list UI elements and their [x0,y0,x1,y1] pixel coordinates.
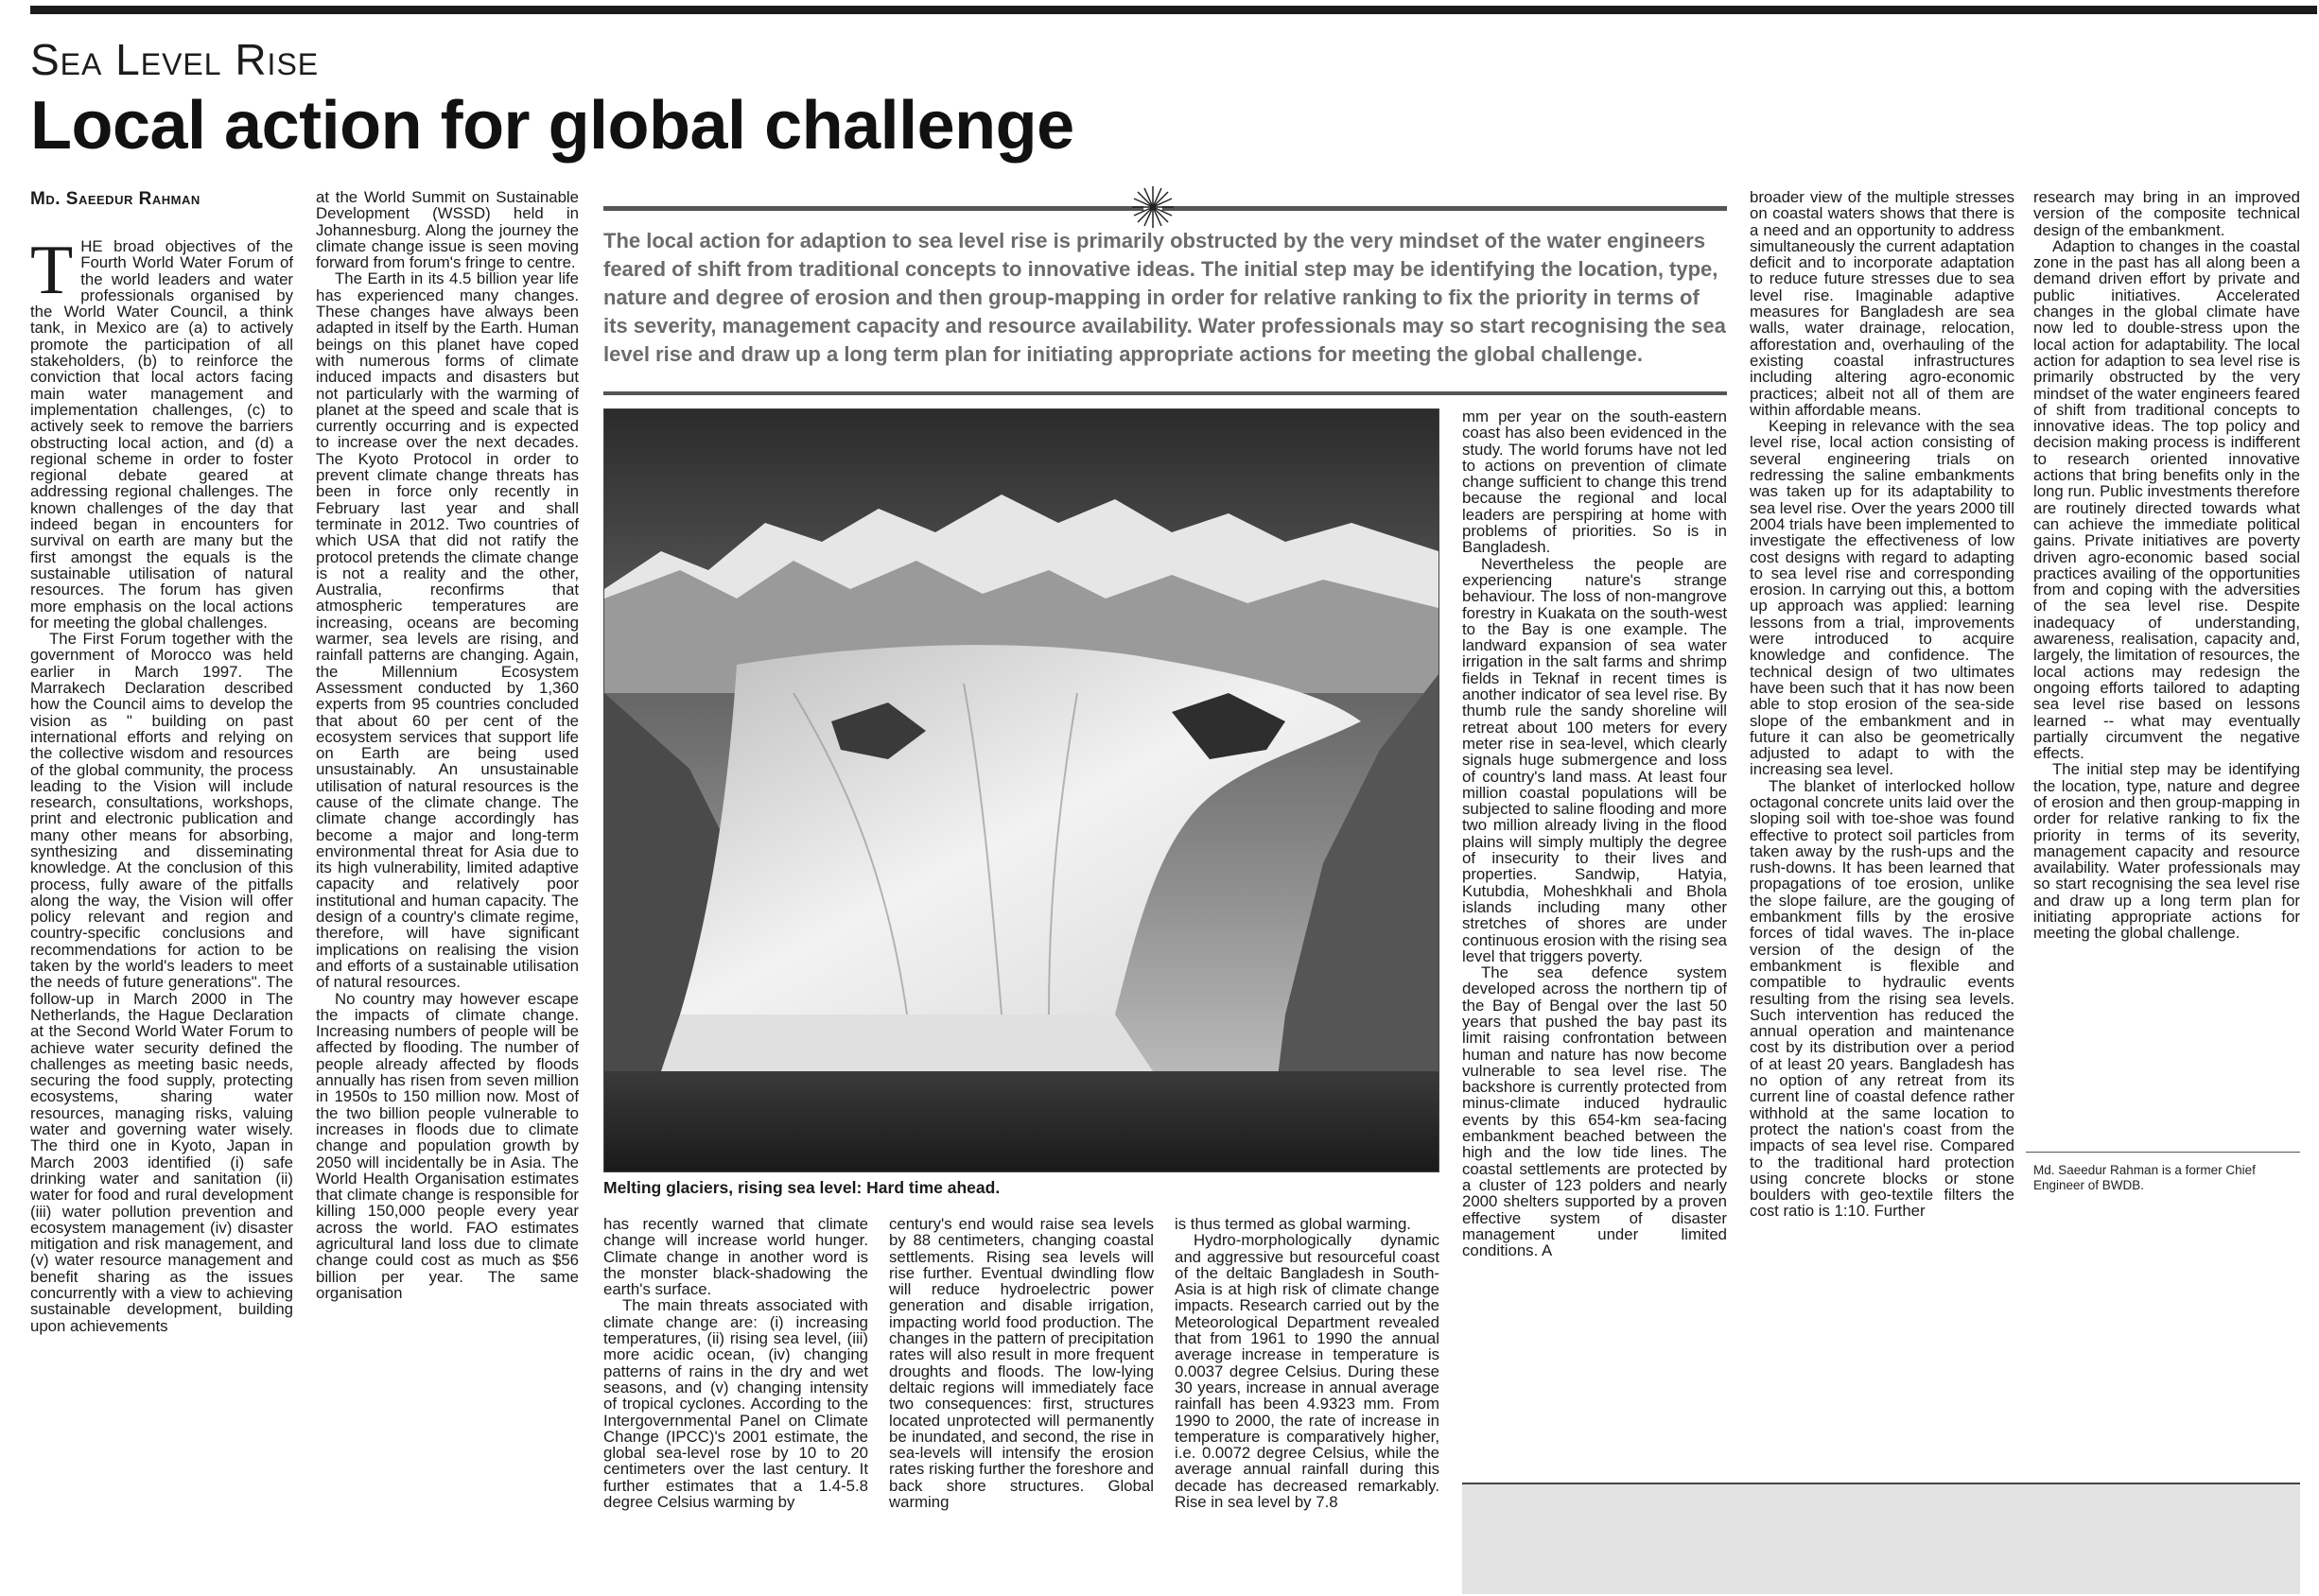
paragraph: research may bring in an improved version of the composite technical design of the embankment. [2033,189,2300,239]
author-bio: Md. Saeedur Rahman is a former Chief Engineer of BWDB. [2033,1163,2256,1192]
bottom-panel [1462,1483,2300,1594]
paragraph: Nevertheless the people are experiencing nature's strange behaviour. The loss of non-mangrove forestry in Kuakata on the south-west to the Bay is one example. The landward expansion of sea water irrigation in the salt farms and shrimp fields in Teknaf in recent times is another indicator of sea level rise. By thumb rule the sandy shoreline will retreat about 100 meters for every meter rise in sea-level, which clearly signals huge submergence and loss of country's land mass. At least four million coastal populations will be subjected to saline flooding and more two million already living in the flood plains will simply multiply the degree of insecurity to their lives and properties. Sandwip, Hatyia, Kutubdia, Moheshkhali and Bhola islands including many other stretches of shores are under continuous erosion with the rising sea level that triggers poverty. [1462,554,1727,965]
pullquote-bottom-rule [603,391,1727,395]
drop-cap: T [30,238,74,309]
paragraph: The First Forum together with the government of Morocco was held earlier in March 1997. The Marrakech Declaration described how the Council aims to develop the vision as " building on past international efforts and relying on the collective wisdom and resources of the global community, the process leading to the Vision will include research, consultations, workshops, print and electronic publication and many other means for absorbing, synthesizing and disseminating knowledge. At the conclusion of this process, fully aware of the pitfalls along the way, the Vision will offer policy relevant and region and country-specific conclusions and recommendations for action to be taken by the world's leaders to meet the needs of future generations". The follow-up in March 2000 in The Netherlands, the Hague Declaration at the Second World Water Forum to achieve water security defined the challenges as meeting basic needs, securing the food supply, protecting ecosystems, sharing water resources, managing risks, valuing water and governing water wisely. The third one in Kyoto, Japan in March 2003 identified (i) safe drinking water and sanitation (ii) water for food and rural development (iii) water pollution prevention and ecosystem management (iv) disaster mitigation and risk management, and (v) water resource management and benefit sharing as the issues concurrently with a view to achieving sustainable development, building upon achievements [30,630,293,1335]
paragraph: No country may however escape the impacts of climate change. Increasing numbers of people will be affected by flooding. The number of people already affected by floods annually has risen from seven million in 1950s to 150 million now. Most of the two billion people vulnerable to increases in floods due to climate change and population growth by 2050 will incidentally be in Asia. The World Health Organisation estimates that climate change is responsible for killing 150,000 people every year across the world. FAO estimates agricultural land loss due to climate change could cost as much as $56 billion per year. The same organisation [316,989,579,1302]
photo-caption: Melting glaciers, rising sea level: Hard time ahead. [603,1178,1001,1197]
paragraph: at the World Summit on Sustainable Development (WSSD) held in Johannesburg. Along the journey the climate change issue is seen moving forward from forum's fringe to centre. [316,189,579,272]
paragraph: mm per year on the south-eastern coast has also been evidenced in the study. The world forums have not led to actions on prevention of climate change sufficient to change this trend because the regional and local leaders are perspiring at home with problems of priorities. So is in Bangladesh. [1462,408,1727,557]
paragraph: has recently warned that climate change will increase world hunger. Climate change in another word is the monster black-shadowing the earth's surface. [603,1216,868,1299]
column-6 [1462,408,1727,1458]
paragraph: The blanket of interlocked hollow octagonal concrete units laid over the sloping soil with toe-shoe was found effective to protect soil particles from taken away by the rush-ups and the rush-downs. It has been learned that propagations of toe erosion, unlike the slope failure, are the gouging of embankment fills by the erosive forces of tidal waves. The in-place version of the design of the embankment is flexible and compatible to hydraulic events resulting from the rising sea levels. Such intervention has reduced the annual operation and maintenance cost by its distribution over a period of at least 20 years. Bangladesh has no option of any retreat from its current line of coastal defence rather withhold at the same location to protect the nation's coast from the impacts of sea level rise. Compared to the traditional hard protection using concrete blocks or stone boulders with geo-textile filters the cost ratio is 1:10. Further [1750,776,2014,1221]
byline: Md. Saeedur Rahman [30,189,201,209]
column-2 [316,189,579,1590]
glacier-photo [603,408,1439,1172]
paragraph: Adaption to changes in the coastal zone in the past has all along been a demand driven effort by private and public initiatives. Accelerated changes in the global climate have now led to double-stress upon the local action for adaptability. The local action for adaption to sea level rise is primarily obstructed by the very mindset of the water engineers feared of shift from traditional concepts to innovative ideas. The top policy and decision making process is indifferent to research oriented innovative actions that bring benefits only in the long run. Public investments therefore are routinely directed towards what can achieve the immediate political gains. Private initiatives are poverty driven agro-economic based social practices availing of the opportunities from and coping with the adversities of the sea level rise. Despite inadequacy of understanding, awareness, realisation, capacity and, largely, the limitation of resources, the local actions may redesign the ongoing efforts tailored to adapting sea level rise based on lessons learned -- what may eventually partially circumvent the negative effects. [2033,236,2300,763]
column-4 [889,1216,1154,1590]
paragraph: century's end would raise sea levels by 88 centimeters, changing coastal settlements. Rising sea levels will rise further. Eventual dwindling flow will reduce hydroelectric power generation and disable irrigation, impacting world food production. The changes in the pattern of precipitation rates will also result in more frequent droughts and floods. The low-lying deltaic regions will immediately face two consequences: first, structures located unprotected will permanently be inundated, and second, the rise in sea-levels will intensify the erosion rates risking further the foreshore and back shore structures. Global warming [889,1216,1154,1512]
column-8 [2033,189,2300,1146]
column-1 [30,238,293,1590]
paragraph: is thus termed as global warming. [1175,1216,1411,1233]
column-3 [603,1216,868,1590]
section-kicker: Sea Level Rise [30,35,320,84]
column-5 [1175,1216,1439,1590]
headline: Local action for global challenge [30,88,1074,164]
bio-divider [2026,1152,2300,1153]
starburst-icon [1131,185,1175,229]
paragraph: Hydro-morphologically dynamic and aggressive but resourceful coast of the deltaic Bangladesh in South-Asia is at high risk of climate change impacts. Research carried out by the Meteorological Department revealed that from 1961 to 1990 the annual average increase in temperature is 0.0037 degree Celsius. During these 30 years, increase in annual average rainfall has been 4.9323 mm. From 1990 to 2000, the rate of increase in temperature is comparatively higher, i.e. 0.0072 degree Celsius, while the average annual rainfall during this decade has decreased remarkably. Rise in sea level by 7.8 [1175,1231,1439,1512]
paragraph: The sea defence system developed across the northern tip of the Bay of Bengal over the last 50 years that pushed the bay past its limit raising confrontation between human and nature has now become vulnerable to sea level rise. The backshore is currently protected from minus-climate induced hydraulic events by this 654-km sea-facing embankment beached between the high and the low tide lines. The coastal settlements are protected by a cluster of 123 polders and nearly 2000 shelters supported by a proven effective system of disaster management under limited conditions. A [1462,963,1727,1260]
paragraph: Keeping in relevance with the sea level rise, local action consisting of several engineering trials on redressing the saline embankments was taken up for its adaptability to sea level rise. Over the years 2000 till 2004 trials have been implemented to investigate the effectiveness of low cost designs with regard to adapting to sea level rise and corresponding erosion. In carrying out this, a bottom up approach was applied: learning lessons from a trial, improvements were introduced to acquire knowledge and confidence. The technical design of two ultimates have been such that it has now been able to stop erosion of the sea-side slope of the embankment and in future it can also be geometrically adjusted to adapt to with the increasing sea level. [1750,417,2014,779]
paragraph: The main threats associated with climate change are: (i) increasing temperatures, (ii) rising sea level, (iii) more acidic ocean, (iv) changing patterns of rains in the dry and wet seasons, and (v) changing intensity of tropical cyclones. According to the Intergovernmental Panel on Climate Change (IPCC)'s 2001 estimate, the global sea-level rose by 10 to 20 centimeters over the last century. It further estimates that a 1.4-5.8 degree Celsius warming by [603,1296,868,1512]
paragraph: The Earth in its 4.5 billion year life has experienced many changes. These changes have always been adapted in itself by the Earth. Human beings on this planet have coped with numerous forms of climate induced impacts and disasters but not particularly with the warming of planet at the speed and scale that is currently occurring and is expected to increase over the next decades. The Kyoto Protocol in order to prevent climate change threats has been in force only recently in February last year and shall terminate in 2012. Two countries of which USA that did not ratify the protocol pretends the climate change is not a reality and the other, Australia, reconfirms that atmospheric temperatures are increasing, oceans are becoming warmer, sea levels are rising, and rainfall patterns are changing. Again, the Millennium Ecosystem Assessment conducted by 1,360 experts from 95 countries concluded that about 60 per cent of the ecosystem services that support life on Earth are being used unsustainably. An unsustainable utilisation of natural resources is the cause of the climate change. The climate change accordingly has become a major and long-term environmental threat for Asia due to its high vulnerability, limited adaptive capacity and relatively poor institutional and human capacity. The design of a country's climate regime, therefore, will have significant implications on realising the vision and efforts of a sustainable utilisation of natural resources. [316,269,579,992]
paragraph: broader view of the multiple stresses on coastal waters shows that there is a need and an opportunity to address simultaneously the current adaptation deficit and to incorporate adaptation to reduce future stresses due to sea level rise. Imaginable adaptive measures for Bangladesh are sea walls, water drainage, relocation, afforestation and, overhauling of the existing coastal infrastructures including altering agro-economic practices; albeit not all of them are within affordable means. [1750,189,2014,419]
column-7 [1750,189,2014,1458]
top-rule [30,6,2317,14]
paragraph: HE broad objectives of the Fourth World Water Forum of the world leaders and water professionals organised by the World Water Council, a think tank, in Mexico are (a) to actively promote the participation of all stakeholders, (b) to reinforce the conviction that local actors facing main water management and implementation challenges, (c) to actively seek to remove the barriers obstructing local action, and (d) a regional scheme in order to foster regional debate geared at addressing regional challenges. The known challenges of the day that indeed began in encounters for survival on earth are many but the first amongst the equals is the sustainable utilisation of natural resources. The forum has given more emphasis on the local actions for meeting the global challenges. [30,238,293,632]
paragraph: The initial step may be identifying the location, type, nature and degree of erosion and then group-mapping in order for relative ranking to fix the priority in terms of its severity, management capacity and resource availability. Water professionals may so start recognising the sea level rise and draw up a long term plan for initiating appropriate actions for meeting the global challenge. [2033,760,2300,943]
pullquote: The local action for adaption to sea level rise is primarily obstructed by the very mindset of the water engineers feared of shift from traditional concepts to innovative ideas. The initial step may be identifying the location, type, nature and degree of erosion and then group-mapping in order for relative ranking to fix the priority in terms of its severity, management capacity and resource availability. Water professionals may so start recognising the sea level rise and draw up a long term plan for initiating appropriate actions for meeting the global challenge. [603,229,1726,366]
